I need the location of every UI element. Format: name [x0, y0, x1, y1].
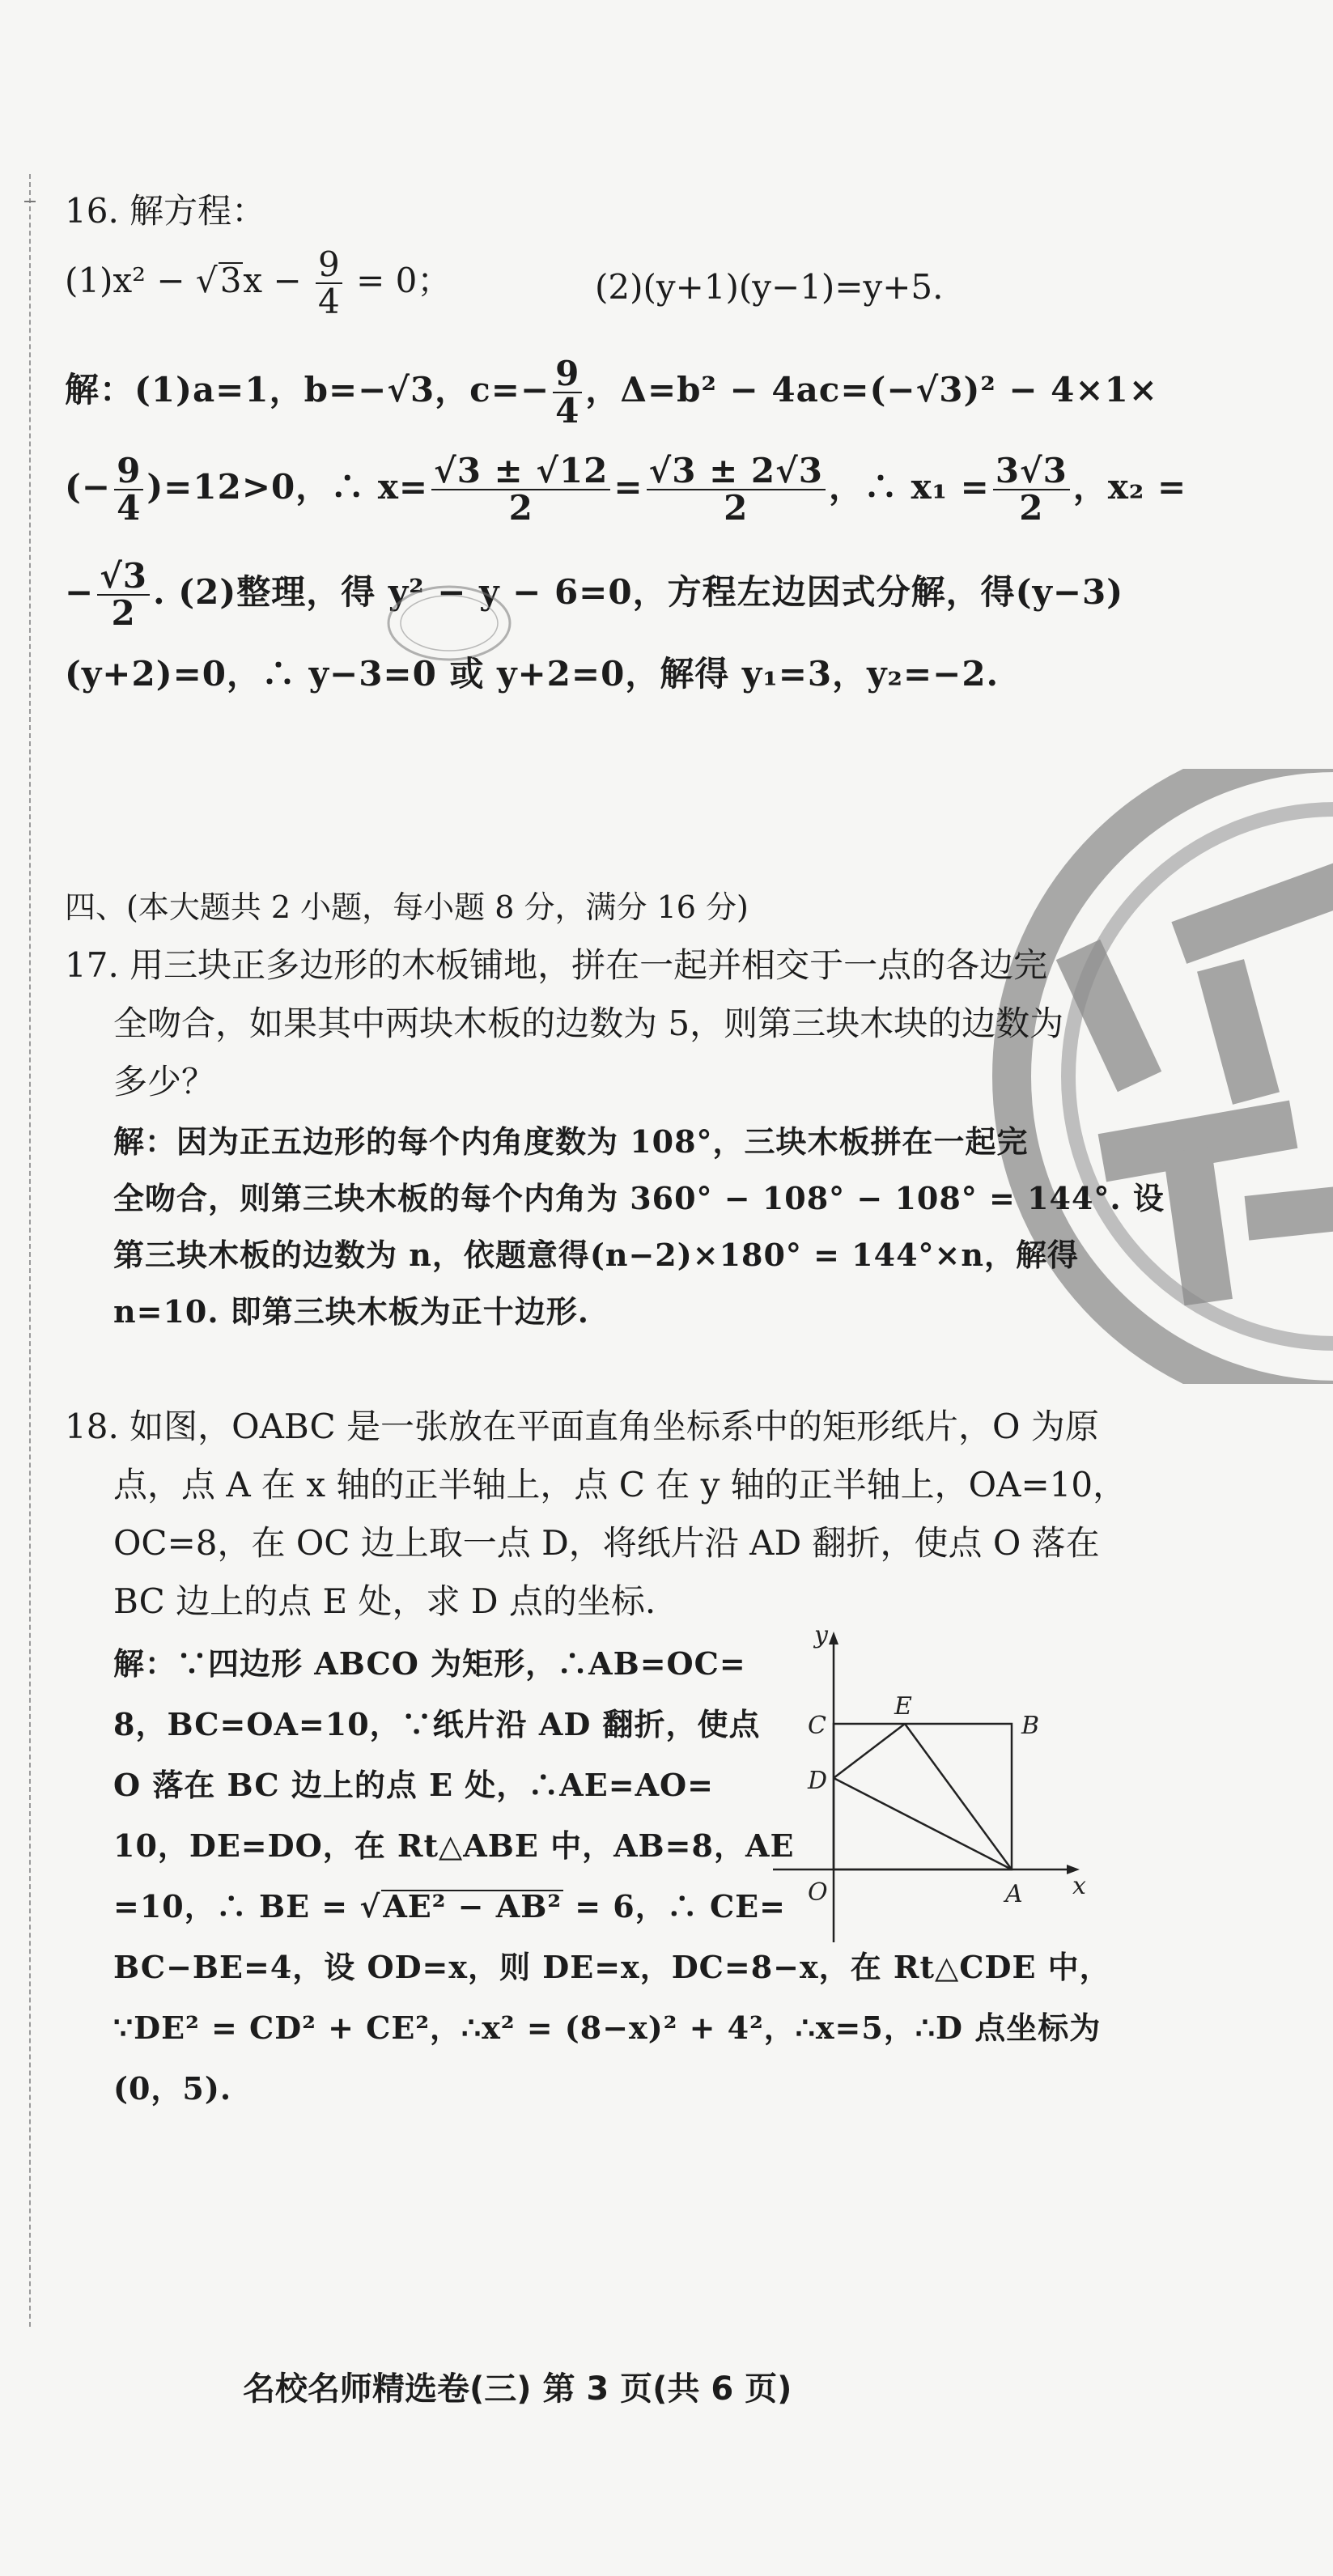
label-B: B — [1021, 1712, 1040, 1740]
q16-answer-line2: (− $\frac{9}{4}$ )=12>0，∴ x= $\frac{√3 \pm √12}{2}$ = $\frac{√3 \pm 2√3}{2}$ ，∴ x₁ = $\frac{3√3}{2}$ ，x₂ = — [65, 451, 1187, 528]
label-y: y — [814, 1627, 828, 1649]
fraction-x1: $\frac{3√3}{2}$ — [993, 453, 1070, 526]
q17-line2: 全吻合，如果其中两块木板的边数为 5，则第三块木块的边数为 — [113, 1004, 1064, 1043]
q16-part1-suffix: = 0； — [345, 261, 452, 301]
page-footer: 名校名师精选卷(三) 第 3 页(共 6 页) — [243, 2370, 792, 2408]
q18-answer-line3: O 落在 BC 边上的点 E 处，∴AE=AO= — [113, 1767, 714, 1803]
label-O: O — [808, 1878, 828, 1907]
radicand: AE² − AB² — [383, 1888, 562, 1925]
q18-line4: BC 边上的点 E 处，求 D 点的坐标. — [113, 1581, 656, 1621]
q16-answer-line1: 解：(1)a=1，b=−√3，c=− $\frac{9}{4}$ ，Δ=b² − 4ac=(−√3)² − 4×1× — [65, 354, 1158, 431]
q17-answer-line2: 全吻合，则第三块木板的每个内角为 360° − 108° − 108° = 144°. 设 — [113, 1180, 1165, 1216]
q17-line3: 多少？ — [113, 1062, 216, 1101]
segment-EA — [905, 1724, 1012, 1869]
q16-part1-mid: x − — [243, 261, 313, 301]
seal-stamp — [987, 769, 1333, 1384]
q16-answer-line4: (y+2)=0，∴ y−3=0 或 y+2=0，解得 y₁=3，y₂=−2. — [65, 654, 1000, 694]
q16-part2: (2)(y+1)(y−1)=y+5. — [595, 267, 944, 307]
q17-answer-line4: n=10. 即第三块木板为正十边形. — [113, 1293, 590, 1330]
segment-AD — [834, 1778, 1012, 1869]
q16-title: 16. 解方程： — [65, 191, 266, 231]
q18-line2: 点，点 A 在 x 轴的正半轴上，点 C 在 y 轴的正半轴上，OA=10， — [113, 1465, 1127, 1504]
q17-line1: 17. 用三块正多边形的木板铺地，拼在一起并相交于一点的各边完 — [65, 945, 1048, 985]
q18-line1: 18. 如图，OABC 是一张放在平面直角坐标系中的矩形纸片，O 为原 — [65, 1407, 1099, 1446]
q18-answer-line7: ∵DE² = CD² + CE²，∴x² = (8−x)² + 4²，∴x=5，∴D 点坐标为 — [113, 2009, 1102, 2046]
q18-answer-line1: 解：∵四边形 ABCO 为矩形，∴AB=OC= — [113, 1645, 746, 1682]
segment-DE — [834, 1724, 905, 1778]
fraction-9-4: $\frac{9}{4}$ — [553, 356, 582, 429]
q18-answer-line2: 8，BC=OA=10，∵纸片沿 AD 翻折，使点 — [113, 1706, 761, 1742]
label-E: E — [894, 1692, 912, 1721]
fraction-9-4: $\frac{9}{4}$ — [114, 453, 143, 526]
q18-answer-line4: 10，DE=DO，在 Rt△ABE 中，AB=8，AE — [113, 1827, 795, 1864]
section-4-heading: 四、(本大题共 2 小题，每小题 8 分，满分 16 分) — [65, 889, 749, 925]
margin-tick — [24, 201, 36, 202]
q17-answer-line1: 解：因为正五边形的每个内角度数为 108°，三块木板拼在一起完 — [113, 1123, 1029, 1160]
label-x: x — [1072, 1872, 1086, 1900]
binding-margin-line — [29, 174, 31, 2327]
rectangle-OABC — [834, 1724, 1012, 1869]
fraction-x2: $\frac{√3}{2}$ — [97, 558, 150, 631]
q18-line3: OC=8，在 OC 边上取一点 D，将纸片沿 AD 翻折，使点 O 落在 — [113, 1523, 1100, 1563]
q16-part1-prefix: (1)x² − — [65, 261, 196, 301]
sqrt3: √3 — [195, 261, 242, 301]
q17-answer-line3: 第三块木板的边数为 n，依题意得(n−2)×180° = 144°×n，解得 — [113, 1237, 1079, 1273]
fraction-roots-simplified: $\frac{√3 \pm 2√3}{2}$ — [647, 453, 826, 526]
fraction-9-4: $\frac{9}{4}$ — [316, 247, 342, 320]
fraction-roots: $\frac{√3 \pm √12}{2}$ — [431, 453, 610, 526]
q18-answer-line8: (0，5). — [113, 2070, 232, 2107]
q16-answer-line3: − $\frac{√3}{2}$ . (2)整理，得 y² − y − 6=0，方程左边因式分解，得(y−3) — [65, 556, 1124, 634]
coordinate-figure — [745, 1627, 1093, 1950]
label-A: A — [1005, 1880, 1023, 1908]
label-C: C — [808, 1712, 826, 1740]
label-D: D — [808, 1767, 828, 1795]
q16-part1 — [65, 244, 452, 322]
q18-answer-line5: =10，∴ BE = √AE² − AB² = 6，∴ CE= — [113, 1888, 786, 1925]
q18-answer-line6: BC−BE=4，设 OD=x，则 DE=x，DC=8−x，在 Rt△CDE 中， — [113, 1949, 1111, 1985]
